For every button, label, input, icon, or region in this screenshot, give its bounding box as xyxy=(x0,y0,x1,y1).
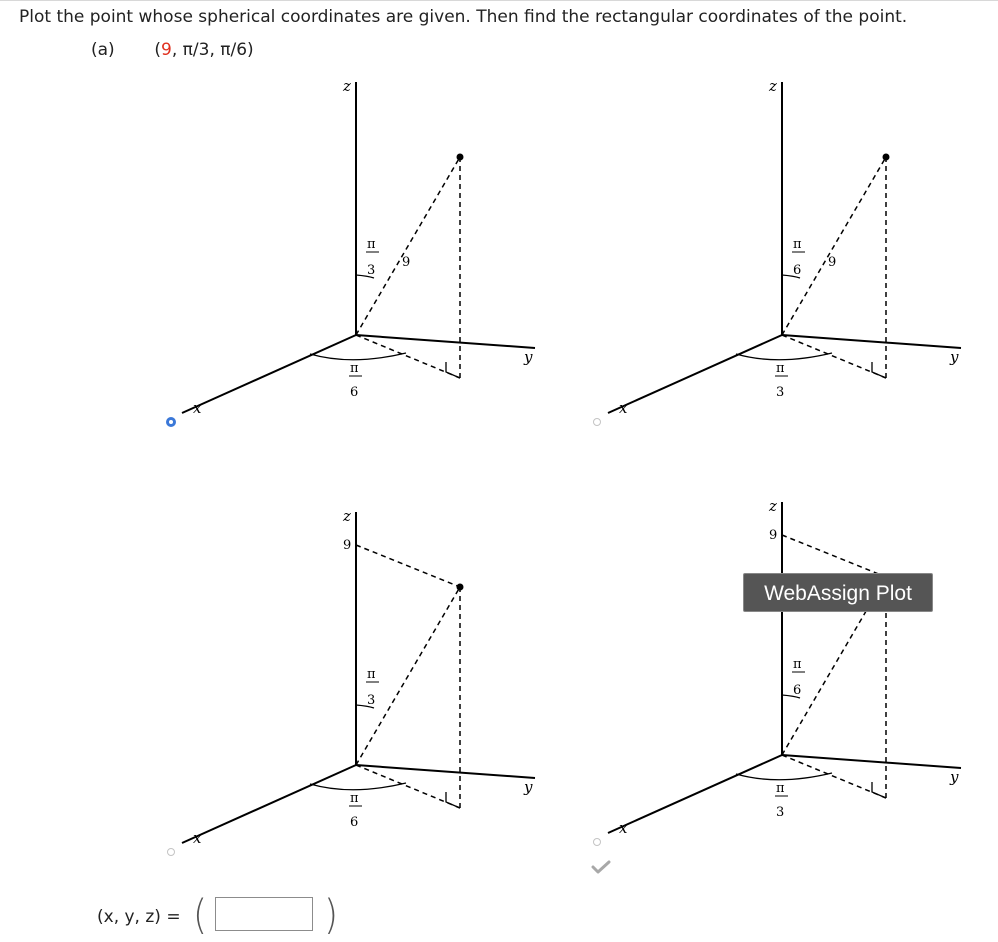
y-axis-label: y xyxy=(950,768,959,786)
z-axis-label: z xyxy=(769,497,777,515)
plot-graphic xyxy=(160,500,630,930)
part-label: (a) xyxy=(91,40,115,60)
plot-option-d[interactable] xyxy=(586,490,998,920)
phi-numerator: π xyxy=(793,237,802,252)
plot-graphic xyxy=(586,70,998,500)
answer-input[interactable] xyxy=(215,897,313,931)
radio-option-d[interactable] xyxy=(593,838,601,846)
radio-option-b[interactable] xyxy=(593,418,601,426)
theta-denominator: 3 xyxy=(776,805,785,820)
answer-label: (x, y, z) = xyxy=(97,907,181,927)
plot-option-b[interactable] xyxy=(586,70,998,500)
open-paren: ( xyxy=(193,891,208,940)
theta-numerator: π xyxy=(776,781,785,796)
radio-option-c[interactable] xyxy=(167,848,175,856)
phi-numerator: π xyxy=(367,237,376,252)
plot-option-c[interactable] xyxy=(160,500,630,930)
x-axis-label: x xyxy=(619,819,628,837)
z-tick-label: 9 xyxy=(769,528,778,543)
phi-numerator: π xyxy=(793,657,802,672)
phi-denominator: 3 xyxy=(367,693,376,708)
z-axis-label: z xyxy=(769,77,777,95)
theta-numerator: π xyxy=(776,361,785,376)
coords-rest: , π/3, π/6) xyxy=(171,40,254,60)
y-axis-label: y xyxy=(950,348,959,366)
y-axis-label: y xyxy=(524,348,533,366)
plot-option-a[interactable] xyxy=(160,70,630,500)
part-a xyxy=(91,40,254,60)
x-axis-label: x xyxy=(193,399,202,417)
theta-numerator: π xyxy=(350,361,359,376)
close-paren: ) xyxy=(324,891,339,940)
theta-numerator: π xyxy=(350,791,359,806)
coords-prefix: ( xyxy=(154,40,162,60)
checkmark-icon xyxy=(591,860,611,874)
phi-denominator: 6 xyxy=(793,683,802,698)
rho-value: 9 xyxy=(161,40,172,60)
plot-graphic xyxy=(160,70,630,500)
z-tick-label: 9 xyxy=(343,538,352,553)
webassign-plot-tooltip: WebAssign Plot xyxy=(743,573,933,612)
plot-graphic xyxy=(586,490,998,920)
radio-option-a[interactable] xyxy=(166,417,176,427)
phi-denominator: 6 xyxy=(793,263,802,278)
z-axis-label: z xyxy=(343,507,351,525)
rho-label: 9 xyxy=(402,255,411,270)
z-axis-label: z xyxy=(343,77,351,95)
x-axis-label: x xyxy=(193,829,202,847)
rho-label: 9 xyxy=(828,255,837,270)
phi-denominator: 3 xyxy=(367,263,376,278)
theta-denominator: 6 xyxy=(350,385,359,400)
phi-numerator: π xyxy=(367,667,376,682)
y-axis-label: y xyxy=(524,778,533,796)
top-divider xyxy=(0,0,998,1)
question-text: Plot the point whose spherical coordinates are given. Then find the rectangular coordinates of the point. xyxy=(19,7,908,27)
theta-denominator: 6 xyxy=(350,815,359,830)
theta-denominator: 3 xyxy=(776,385,785,400)
x-axis-label: x xyxy=(619,399,628,417)
